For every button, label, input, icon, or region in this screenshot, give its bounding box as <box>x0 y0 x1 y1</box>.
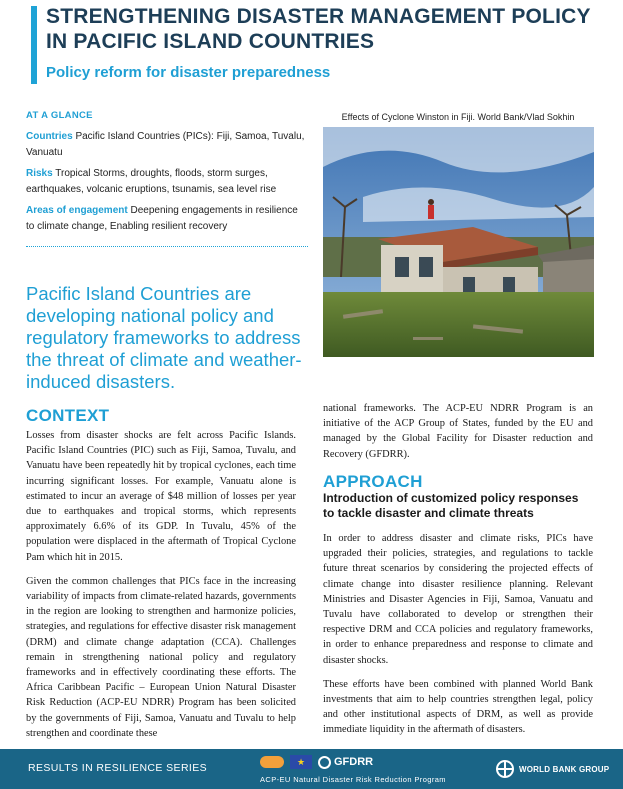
partner-logos <box>260 753 490 784</box>
glance-areas-text: Deepening engagements in resilience to climate change, Enabling resilient recovery <box>26 205 298 232</box>
glance-risks-text: Tropical Storms, droughts, floods, storm surges, earthquakes, volcanic eruptions, tsunamis, sea level rise <box>26 168 277 195</box>
at-a-glance-heading: AT A GLANCE <box>26 110 93 121</box>
world-bank-group-text: WORLD BANK GROUP <box>519 764 610 774</box>
approach-column <box>323 531 593 747</box>
glance-areas <box>26 203 308 234</box>
context-paragraph-1: Losses from disaster shocks are felt across Pacific Islands. Pacific Island Countries (PIC) such as Fiji, Samoa, Tuvalu, and Vanuatu have been repeatedly hit by tropical cyclones, each time incurring significant losses. For example, Vanuatu alone is estimated to incur an average of $48 million of losses per year due to earthquakes and tropical storms, which represents approximately 6.6% of its GDP. In Tuvalu, 45% of the population were displaced in the aftermath of Tropical Cyclone Pam which hit in 2015. <box>26 430 296 563</box>
glance-risks-label: Risks <box>26 168 53 179</box>
lead-statement: Pacific Island Countries are developing national policy and regulatory frameworks to address the threat of climate and weather-induced disasters. <box>26 283 302 392</box>
glance-risks <box>26 166 308 197</box>
footer-band <box>0 749 623 789</box>
glance-countries-text: Pacific Island Countries (PICs): Fiji, Samoa, Tuvalu, Vanuatu <box>26 131 305 158</box>
program-name: ACP-EU Natural Disaster Risk Reduction Program <box>260 775 446 784</box>
series-label: RESULTS IN RESILIENCE SERIES <box>28 762 208 774</box>
gfdrr-logo <box>318 756 373 769</box>
cyclone-damage-photo <box>323 127 594 357</box>
glance-countries-label: Countries <box>26 131 73 142</box>
globe-icon <box>496 760 514 778</box>
world-bank-logo <box>496 760 609 778</box>
context-continued <box>323 401 593 471</box>
approach-heading: APPROACH <box>323 472 423 491</box>
context-column <box>26 428 296 750</box>
context-paragraph-3: national frameworks. The ACP-EU NDRR Program is an initiative of the ACP Group of States, funded by the EU and managed by the Global Facility for Disaster reduction and Recovery (GFDRR). <box>323 403 593 460</box>
title-accent-bar <box>31 6 37 84</box>
context-paragraph-2: Given the common challenges that PICs face in the increasing variability of impacts from climate-related hazards, governments in the region are looking to strengthen and harmonize policies, strategies, and regulations for effective disaster risk management (DRM) and climate change adaptation (CCA). Challenges remain in strengthening national policy and regulatory frameworks and in effectively coordinating these efforts. The Africa Caribbean Pacific – European Union Natural Disaster Risk Reduction (ACP-EU NDRR) Program has been solicited by the governments of Fiji, Samoa, Vanuatu and Tuvalu to help strengthen and coordinate these <box>26 575 296 739</box>
context-heading: CONTEXT <box>26 406 110 425</box>
approach-subheading: Introduction of customized policy responses to tackle disaster and climate threats <box>323 491 579 520</box>
at-a-glance-box <box>26 110 308 247</box>
page-subtitle: Policy reform for disaster preparedness <box>46 64 331 81</box>
approach-paragraph-1: In order to address disaster and climate risks, PICs have upgraded their policies, strategies, and regulations to tackle future threat scenarios by considering the projected effects of climate change into disaster resilience planning. Relevant Ministries and Disaster Agencies in Fiji, Samoa, Vanuatu and Tuvalu have collaborated to develop or strengthen their respective DRM and CCA policies and regulatory frameworks, in order to enhance preparedness and response to climate and disaster shocks. <box>323 533 593 666</box>
page-title: STRENGTHENING DISASTER MANAGEMENT POLICY IN PACIFIC ISLAND COUNTRIES <box>46 5 591 53</box>
photo-caption: Effects of Cyclone Winston in Fiji. World Bank/Vlad Sokhin <box>341 112 575 122</box>
gfdrr-logo-text: GFDRR <box>334 756 374 768</box>
approach-paragraph-2: These efforts have been combined with planned World Bank investments that aim to help countries strengthen legal, policy and other institutional aspects of DRM, as well as provide immediate liquidity in the aftermath of disasters. <box>323 678 593 736</box>
gfdrr-circle-icon <box>318 756 331 769</box>
logo-row <box>260 753 490 771</box>
glance-countries <box>26 129 308 160</box>
eu-flag-icon: ★ <box>290 755 312 769</box>
glance-areas-label: Areas of engagement <box>26 205 128 216</box>
acp-logo-icon <box>260 756 284 768</box>
